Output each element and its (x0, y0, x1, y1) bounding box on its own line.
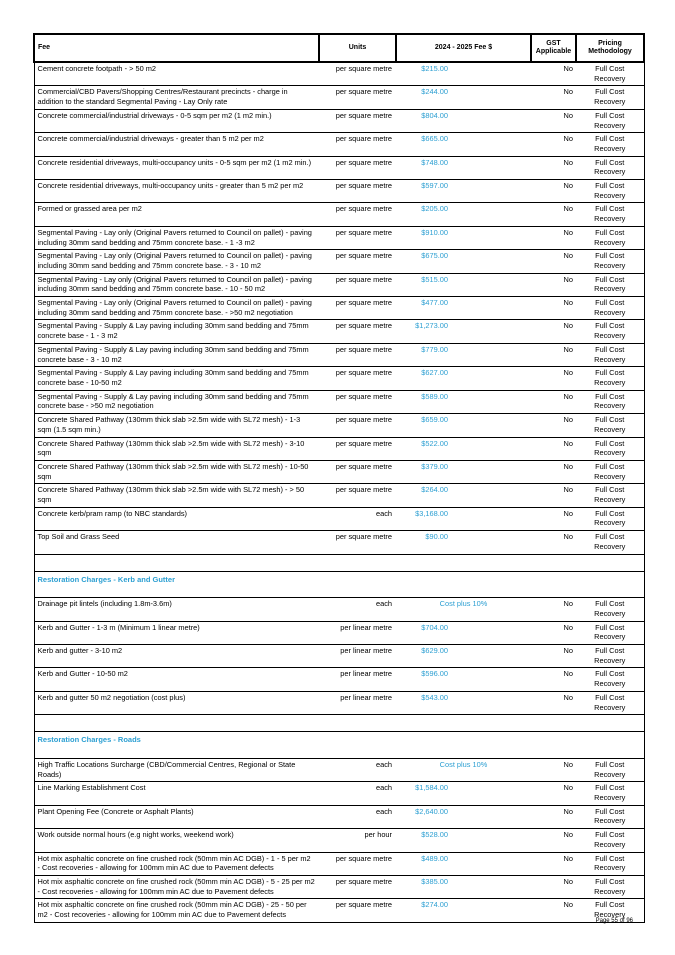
fee-description: Concrete commercial/industrial driveways - greater than 5 m2 per m2 (34, 133, 319, 156)
fee-units: per square metre (319, 133, 396, 156)
spacer-cell (34, 715, 644, 732)
gst-applicable: No (531, 203, 576, 226)
fee-units: per square metre (319, 876, 396, 899)
gst-applicable: No (531, 484, 576, 507)
fee-amount: $3,168.00 (396, 507, 531, 530)
col-header-fee: Fee (34, 34, 319, 62)
fee-units: per square metre (319, 390, 396, 413)
fee-description: Segmental Paving - Lay only (Original Pavers returned to Council on pallet) - paving including 30mm sand bedding and 75mm concrete base. - 1 -3 m2 (34, 226, 319, 249)
gst-applicable: No (531, 691, 576, 714)
fee-description: Drainage pit lintels (including 1.8m-3.6m) (34, 598, 319, 621)
pricing-methodology: Full Cost Recovery (576, 320, 644, 343)
gst-applicable: No (531, 180, 576, 203)
fee-row (34, 203, 644, 226)
gst-applicable: No (531, 876, 576, 899)
fee-description: Segmental Paving - Supply & Lay paving including 30mm sand bedding and 75mm concrete base - >50 m2 negotiation (34, 390, 319, 413)
pricing-methodology: Full Cost Recovery (576, 691, 644, 714)
fee-row (34, 320, 644, 343)
fee-amount: Cost plus 10% (396, 598, 531, 621)
fee-row (34, 484, 644, 507)
fee-units: per square metre (319, 460, 396, 483)
fee-units: per square metre (319, 203, 396, 226)
pricing-methodology: Full Cost Recovery (576, 390, 644, 413)
fee-description: Kerb and gutter - 3-10 m2 (34, 645, 319, 668)
gst-applicable: No (531, 367, 576, 390)
fee-units: per square metre (319, 62, 396, 86)
fee-row (34, 390, 644, 413)
gst-applicable: No (531, 390, 576, 413)
fee-row (34, 109, 644, 132)
spacer-row (34, 554, 644, 571)
pricing-methodology: Full Cost Recovery (576, 156, 644, 179)
fee-amount: $779.00 (396, 343, 531, 366)
fee-description: Concrete residential driveways, multi-occupancy units - greater than 5 m2 per m2 (34, 180, 319, 203)
fee-units: each (319, 507, 396, 530)
fee-amount: $528.00 (396, 829, 531, 852)
pricing-methodology: Full Cost Recovery (576, 899, 644, 922)
fee-description: Concrete kerb/pram ramp (to NBC standards) (34, 507, 319, 530)
gst-applicable: No (531, 156, 576, 179)
gst-applicable: No (531, 273, 576, 296)
fee-units: per linear metre (319, 645, 396, 668)
fee-description: Kerb and Gutter - 10-50 m2 (34, 668, 319, 691)
fee-row (34, 691, 644, 714)
fee-row (34, 437, 644, 460)
fee-amount: $515.00 (396, 273, 531, 296)
fee-units: each (319, 782, 396, 805)
spacer-row (34, 715, 644, 732)
fee-units: per square metre (319, 86, 396, 109)
fee-amount: $274.00 (396, 899, 531, 922)
fee-amount: $1,273.00 (396, 320, 531, 343)
gst-applicable: No (531, 645, 576, 668)
gst-applicable: No (531, 437, 576, 460)
fee-units: per square metre (319, 320, 396, 343)
fee-amount: $627.00 (396, 367, 531, 390)
fee-description: Work outside normal hours (e.g night works, weekend work) (34, 829, 319, 852)
gst-applicable: No (531, 250, 576, 273)
pricing-methodology: Full Cost Recovery (576, 273, 644, 296)
gst-applicable: No (531, 899, 576, 922)
fee-description: Concrete commercial/industrial driveways - 0-5 sqm per m2 (1 m2 min.) (34, 109, 319, 132)
fee-description: Concrete Shared Pathway (130mm thick slab >2.5m wide with SL72 mesh) - > 50 sqm (34, 484, 319, 507)
fee-row (34, 180, 644, 203)
fee-row (34, 782, 644, 805)
fee-row (34, 226, 644, 249)
fee-amount: $477.00 (396, 297, 531, 320)
gst-applicable: No (531, 297, 576, 320)
fee-row (34, 531, 644, 554)
fee-amount: $1,584.00 (396, 782, 531, 805)
fee-row (34, 367, 644, 390)
fee-units: per linear metre (319, 691, 396, 714)
fee-description: Segmental Paving - Lay only (Original Pavers returned to Council on pallet) - paving including 30mm sand bedding and 75mm concrete base. - 3 - 10 m2 (34, 250, 319, 273)
pricing-methodology: Full Cost Recovery (576, 86, 644, 109)
fee-units: per square metre (319, 899, 396, 922)
fee-amount: $675.00 (396, 250, 531, 273)
fee-amount: $659.00 (396, 414, 531, 437)
fee-units: per square metre (319, 437, 396, 460)
page-number: Page 55 of 96 (595, 918, 633, 924)
fee-units: per square metre (319, 367, 396, 390)
pricing-methodology: Full Cost Recovery (576, 668, 644, 691)
gst-applicable: No (531, 598, 576, 621)
fee-description: Kerb and Gutter - 1-3 m (Minimum 1 linear metre) (34, 621, 319, 644)
fees-table (33, 33, 645, 923)
fee-units: per square metre (319, 531, 396, 554)
fee-amount: $385.00 (396, 876, 531, 899)
fee-description: Concrete Shared Pathway (130mm thick slab >2.5m wide with SL72 mesh) - 3-10 sqm (34, 437, 319, 460)
fee-amount: $589.00 (396, 390, 531, 413)
section-title: Restoration Charges - Kerb and Gutter (34, 571, 644, 598)
fee-row (34, 829, 644, 852)
fee-amount: $597.00 (396, 180, 531, 203)
pricing-methodology: Full Cost Recovery (576, 531, 644, 554)
fee-row (34, 876, 644, 899)
fee-description: Segmental Paving - Supply & Lay paving including 30mm sand bedding and 75mm concrete base - 1 - 3 m2 (34, 320, 319, 343)
fee-row (34, 297, 644, 320)
fee-units: per square metre (319, 484, 396, 507)
fee-row (34, 852, 644, 875)
fee-units: per linear metre (319, 621, 396, 644)
fee-units: per square metre (319, 414, 396, 437)
fee-description: Cement concrete footpath - > 50 m2 (34, 62, 319, 86)
pricing-methodology: Full Cost Recovery (576, 109, 644, 132)
gst-applicable: No (531, 829, 576, 852)
fee-description: Hot mix asphaltic concrete on fine crushed rock (50mm min AC DGB) - 5 - 25 per m2 - Cost recoveries - allowing for 100mm min AC due to Pavement defects (34, 876, 319, 899)
fee-description: Segmental Paving - Supply & Lay paving including 30mm sand bedding and 75mm concrete base - 10-50 m2 (34, 367, 319, 390)
fee-amount: $596.00 (396, 668, 531, 691)
pricing-methodology: Full Cost Recovery (576, 598, 644, 621)
fee-amount: $543.00 (396, 691, 531, 714)
pricing-methodology: Full Cost Recovery (576, 782, 644, 805)
pricing-methodology: Full Cost Recovery (576, 250, 644, 273)
pricing-methodology: Full Cost Recovery (576, 758, 644, 781)
fee-description: Hot mix asphaltic concrete on fine crushed rock (50mm min AC DGB) - 1 - 5 per m2 - Cost recoveries - allowing for 100mm min AC due to Pavement defects (34, 852, 319, 875)
fee-amount: $910.00 (396, 226, 531, 249)
fee-amount: $90.00 (396, 531, 531, 554)
gst-applicable: No (531, 782, 576, 805)
fee-row (34, 250, 644, 273)
gst-applicable: No (531, 507, 576, 530)
fee-amount: $748.00 (396, 156, 531, 179)
fee-row (34, 273, 644, 296)
fee-description: High Traffic Locations Surcharge (CBD/Commercial Centres, Regional or State Roads) (34, 758, 319, 781)
fee-row (34, 598, 644, 621)
gst-applicable: No (531, 226, 576, 249)
table-header-row (34, 34, 644, 62)
pricing-methodology: Full Cost Recovery (576, 484, 644, 507)
spacer-cell (34, 554, 644, 571)
gst-applicable: No (531, 668, 576, 691)
fee-description: Concrete Shared Pathway (130mm thick slab >2.5m wide with SL72 mesh) - 1-3 sqm (1.5 sqm min.) (34, 414, 319, 437)
fee-amount: Cost plus 10% (396, 758, 531, 781)
gst-applicable: No (531, 460, 576, 483)
section-title: Restoration Charges - Roads (34, 732, 644, 759)
pricing-methodology: Full Cost Recovery (576, 133, 644, 156)
fee-description: Hot mix asphaltic concrete on fine crushed rock (50mm min AC DGB) - 25 - 50 per m2 - Cost recoveries - allowing for 100mm min AC due to Pavement defects (34, 899, 319, 922)
fee-amount: $379.00 (396, 460, 531, 483)
fee-units: per square metre (319, 250, 396, 273)
fee-units: per square metre (319, 852, 396, 875)
fee-description: Kerb and gutter 50 m2 negotiation (cost plus) (34, 691, 319, 714)
fee-units: per hour (319, 829, 396, 852)
fee-row (34, 414, 644, 437)
fee-amount: $629.00 (396, 645, 531, 668)
fee-description: Formed or grassed area per m2 (34, 203, 319, 226)
gst-applicable: No (531, 109, 576, 132)
fee-units: per square metre (319, 297, 396, 320)
pricing-methodology: Full Cost Recovery (576, 852, 644, 875)
pricing-methodology: Full Cost Recovery (576, 180, 644, 203)
fee-row (34, 668, 644, 691)
fee-units: each (319, 758, 396, 781)
fee-units: per square metre (319, 226, 396, 249)
fee-row (34, 899, 644, 922)
gst-applicable: No (531, 852, 576, 875)
gst-applicable: No (531, 531, 576, 554)
fee-description: Concrete residential driveways, multi-occupancy units - 0-5 sqm per m2 (1 m2 min.) (34, 156, 319, 179)
fee-description: Segmental Paving - Lay only (Original Pavers returned to Council on pallet) - paving including 30mm sand bedding and 75mm concrete base. - >50 m2 negotiation (34, 297, 319, 320)
pricing-methodology: Full Cost Recovery (576, 460, 644, 483)
pricing-methodology: Full Cost Recovery (576, 876, 644, 899)
pricing-methodology: Full Cost Recovery (576, 297, 644, 320)
gst-applicable: No (531, 343, 576, 366)
col-header-pricing-methodology: Pricing Methodology (576, 34, 644, 62)
section-header-row (34, 732, 644, 759)
fee-description: Segmental Paving - Lay only (Original Pavers returned to Council on pallet) - paving including 30mm sand bedding and 75mm concrete base. - 10 - 50 m2 (34, 273, 319, 296)
fee-amount: $264.00 (396, 484, 531, 507)
fee-amount: $804.00 (396, 109, 531, 132)
gst-applicable: No (531, 86, 576, 109)
pricing-methodology: Full Cost Recovery (576, 829, 644, 852)
gst-applicable: No (531, 320, 576, 343)
col-header-gst-applicable: GST Applicable (531, 34, 576, 62)
fee-units: per square metre (319, 180, 396, 203)
gst-applicable: No (531, 758, 576, 781)
fee-description: Segmental Paving - Supply & Lay paving including 30mm sand bedding and 75mm concrete base - 3 - 10 m2 (34, 343, 319, 366)
fee-description: Line Marking Establishment Cost (34, 782, 319, 805)
fee-row (34, 507, 644, 530)
fee-description: Plant Opening Fee (Concrete or Asphalt Plants) (34, 805, 319, 828)
fee-amount: $704.00 (396, 621, 531, 644)
fee-row (34, 460, 644, 483)
pricing-methodology: Full Cost Recovery (576, 507, 644, 530)
fee-row (34, 133, 644, 156)
pricing-methodology: Full Cost Recovery (576, 414, 644, 437)
fee-amount: $665.00 (396, 133, 531, 156)
fee-units: each (319, 805, 396, 828)
fee-description: Top Soil and Grass Seed (34, 531, 319, 554)
fee-units: per square metre (319, 273, 396, 296)
pricing-methodology: Full Cost Recovery (576, 226, 644, 249)
fee-units: per square metre (319, 109, 396, 132)
pricing-methodology: Full Cost Recovery (576, 437, 644, 460)
pricing-methodology: Full Cost Recovery (576, 621, 644, 644)
pricing-methodology: Full Cost Recovery (576, 805, 644, 828)
col-header-units: Units (319, 34, 396, 62)
fee-row (34, 62, 644, 86)
gst-applicable: No (531, 62, 576, 86)
fee-description: Commercial/CBD Pavers/Shopping Centres/Restaurant precincts - charge in addition to the standard Segmental Paving - Lay Only rate (34, 86, 319, 109)
pricing-methodology: Full Cost Recovery (576, 62, 644, 86)
fee-row (34, 343, 644, 366)
fee-description: Concrete Shared Pathway (130mm thick slab >2.5m wide with SL72 mesh) - 10-50 sqm (34, 460, 319, 483)
fee-row (34, 645, 644, 668)
fee-units: per square metre (319, 343, 396, 366)
fee-units: each (319, 598, 396, 621)
section-header-row (34, 571, 644, 598)
fee-row (34, 621, 644, 644)
fee-amount: $522.00 (396, 437, 531, 460)
pricing-methodology: Full Cost Recovery (576, 645, 644, 668)
gst-applicable: No (531, 621, 576, 644)
gst-applicable: No (531, 414, 576, 437)
fee-row (34, 86, 644, 109)
pricing-methodology: Full Cost Recovery (576, 203, 644, 226)
fee-units: per square metre (319, 156, 396, 179)
fee-row (34, 156, 644, 179)
fee-amount: $489.00 (396, 852, 531, 875)
fee-row (34, 805, 644, 828)
gst-applicable: No (531, 133, 576, 156)
fee-amount: $215.00 (396, 62, 531, 86)
fee-amount: $205.00 (396, 203, 531, 226)
fee-amount: $244.00 (396, 86, 531, 109)
fee-units: per linear metre (319, 668, 396, 691)
col-header-fee-amount: 2024 - 2025 Fee $ (396, 34, 531, 62)
fee-row (34, 758, 644, 781)
gst-applicable: No (531, 805, 576, 828)
pricing-methodology: Full Cost Recovery (576, 343, 644, 366)
fee-amount: $2,640.00 (396, 805, 531, 828)
pricing-methodology: Full Cost Recovery (576, 367, 644, 390)
